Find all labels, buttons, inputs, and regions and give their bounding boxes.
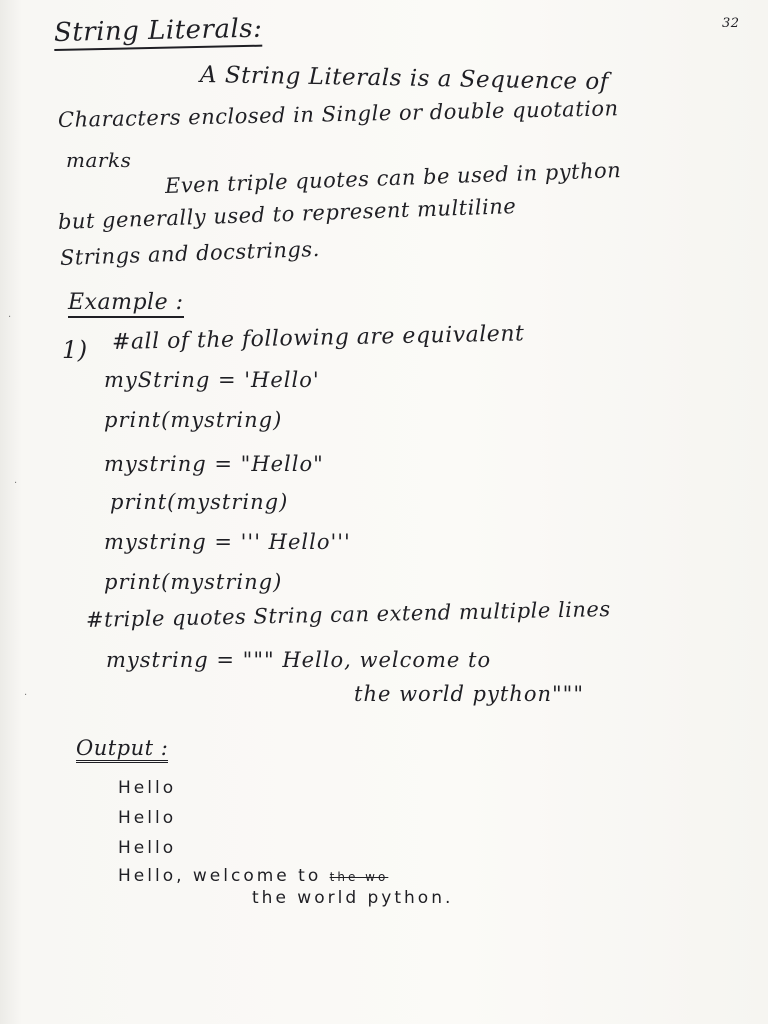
output-line-4 xyxy=(118,866,388,886)
example-comment: #all of the following are equivalent xyxy=(111,321,525,355)
margin-speck: · xyxy=(8,312,12,323)
example-item-number: 1) xyxy=(62,336,88,364)
output-line-4-text: Hello, welcome to xyxy=(118,866,322,886)
code-line-6: print(mystring) xyxy=(104,570,283,594)
margin-speck: · xyxy=(14,478,18,489)
output-line-2: Hello xyxy=(118,808,177,828)
paragraph-2-line-2: but generally used to represent multiline xyxy=(57,194,517,234)
code-line-5: mystring = ''' Hello''' xyxy=(104,530,351,554)
margin-speck: · xyxy=(24,690,28,701)
output-heading: Output : xyxy=(76,736,168,763)
paragraph-1-line-1: A String Literals is a Sequence of xyxy=(199,62,609,96)
multiline-code-line-1: mystring = """ Hello, welcome to xyxy=(106,648,492,672)
output-line-1: Hello xyxy=(118,778,177,798)
code-line-2: print(mystring) xyxy=(104,408,283,432)
output-line-5: the world python. xyxy=(252,888,454,908)
page-number: 32 xyxy=(722,16,740,31)
paragraph-1-line-2: Characters enclosed in Single or double quotation xyxy=(57,96,619,132)
code-line-1: myString = 'Hello' xyxy=(104,368,320,392)
output-line-4-struck: the wo xyxy=(329,870,389,884)
paragraph-2-line-3: Strings and docstrings. xyxy=(59,236,321,270)
paragraph-1-line-3: marks xyxy=(66,148,132,172)
multiline-code-line-2: the world python""" xyxy=(354,682,584,706)
paragraph-2-line-1: Even triple quotes can be used in python xyxy=(164,158,622,198)
triple-quote-comment: #triple quotes String can extend multiple lines xyxy=(85,597,611,632)
example-heading: Example : xyxy=(68,290,184,318)
page-title: String Literals: xyxy=(54,14,263,51)
code-line-3: mystring = "Hello" xyxy=(104,452,324,476)
code-line-4: print(mystring) xyxy=(110,490,289,514)
output-line-3: Hello xyxy=(118,838,177,858)
